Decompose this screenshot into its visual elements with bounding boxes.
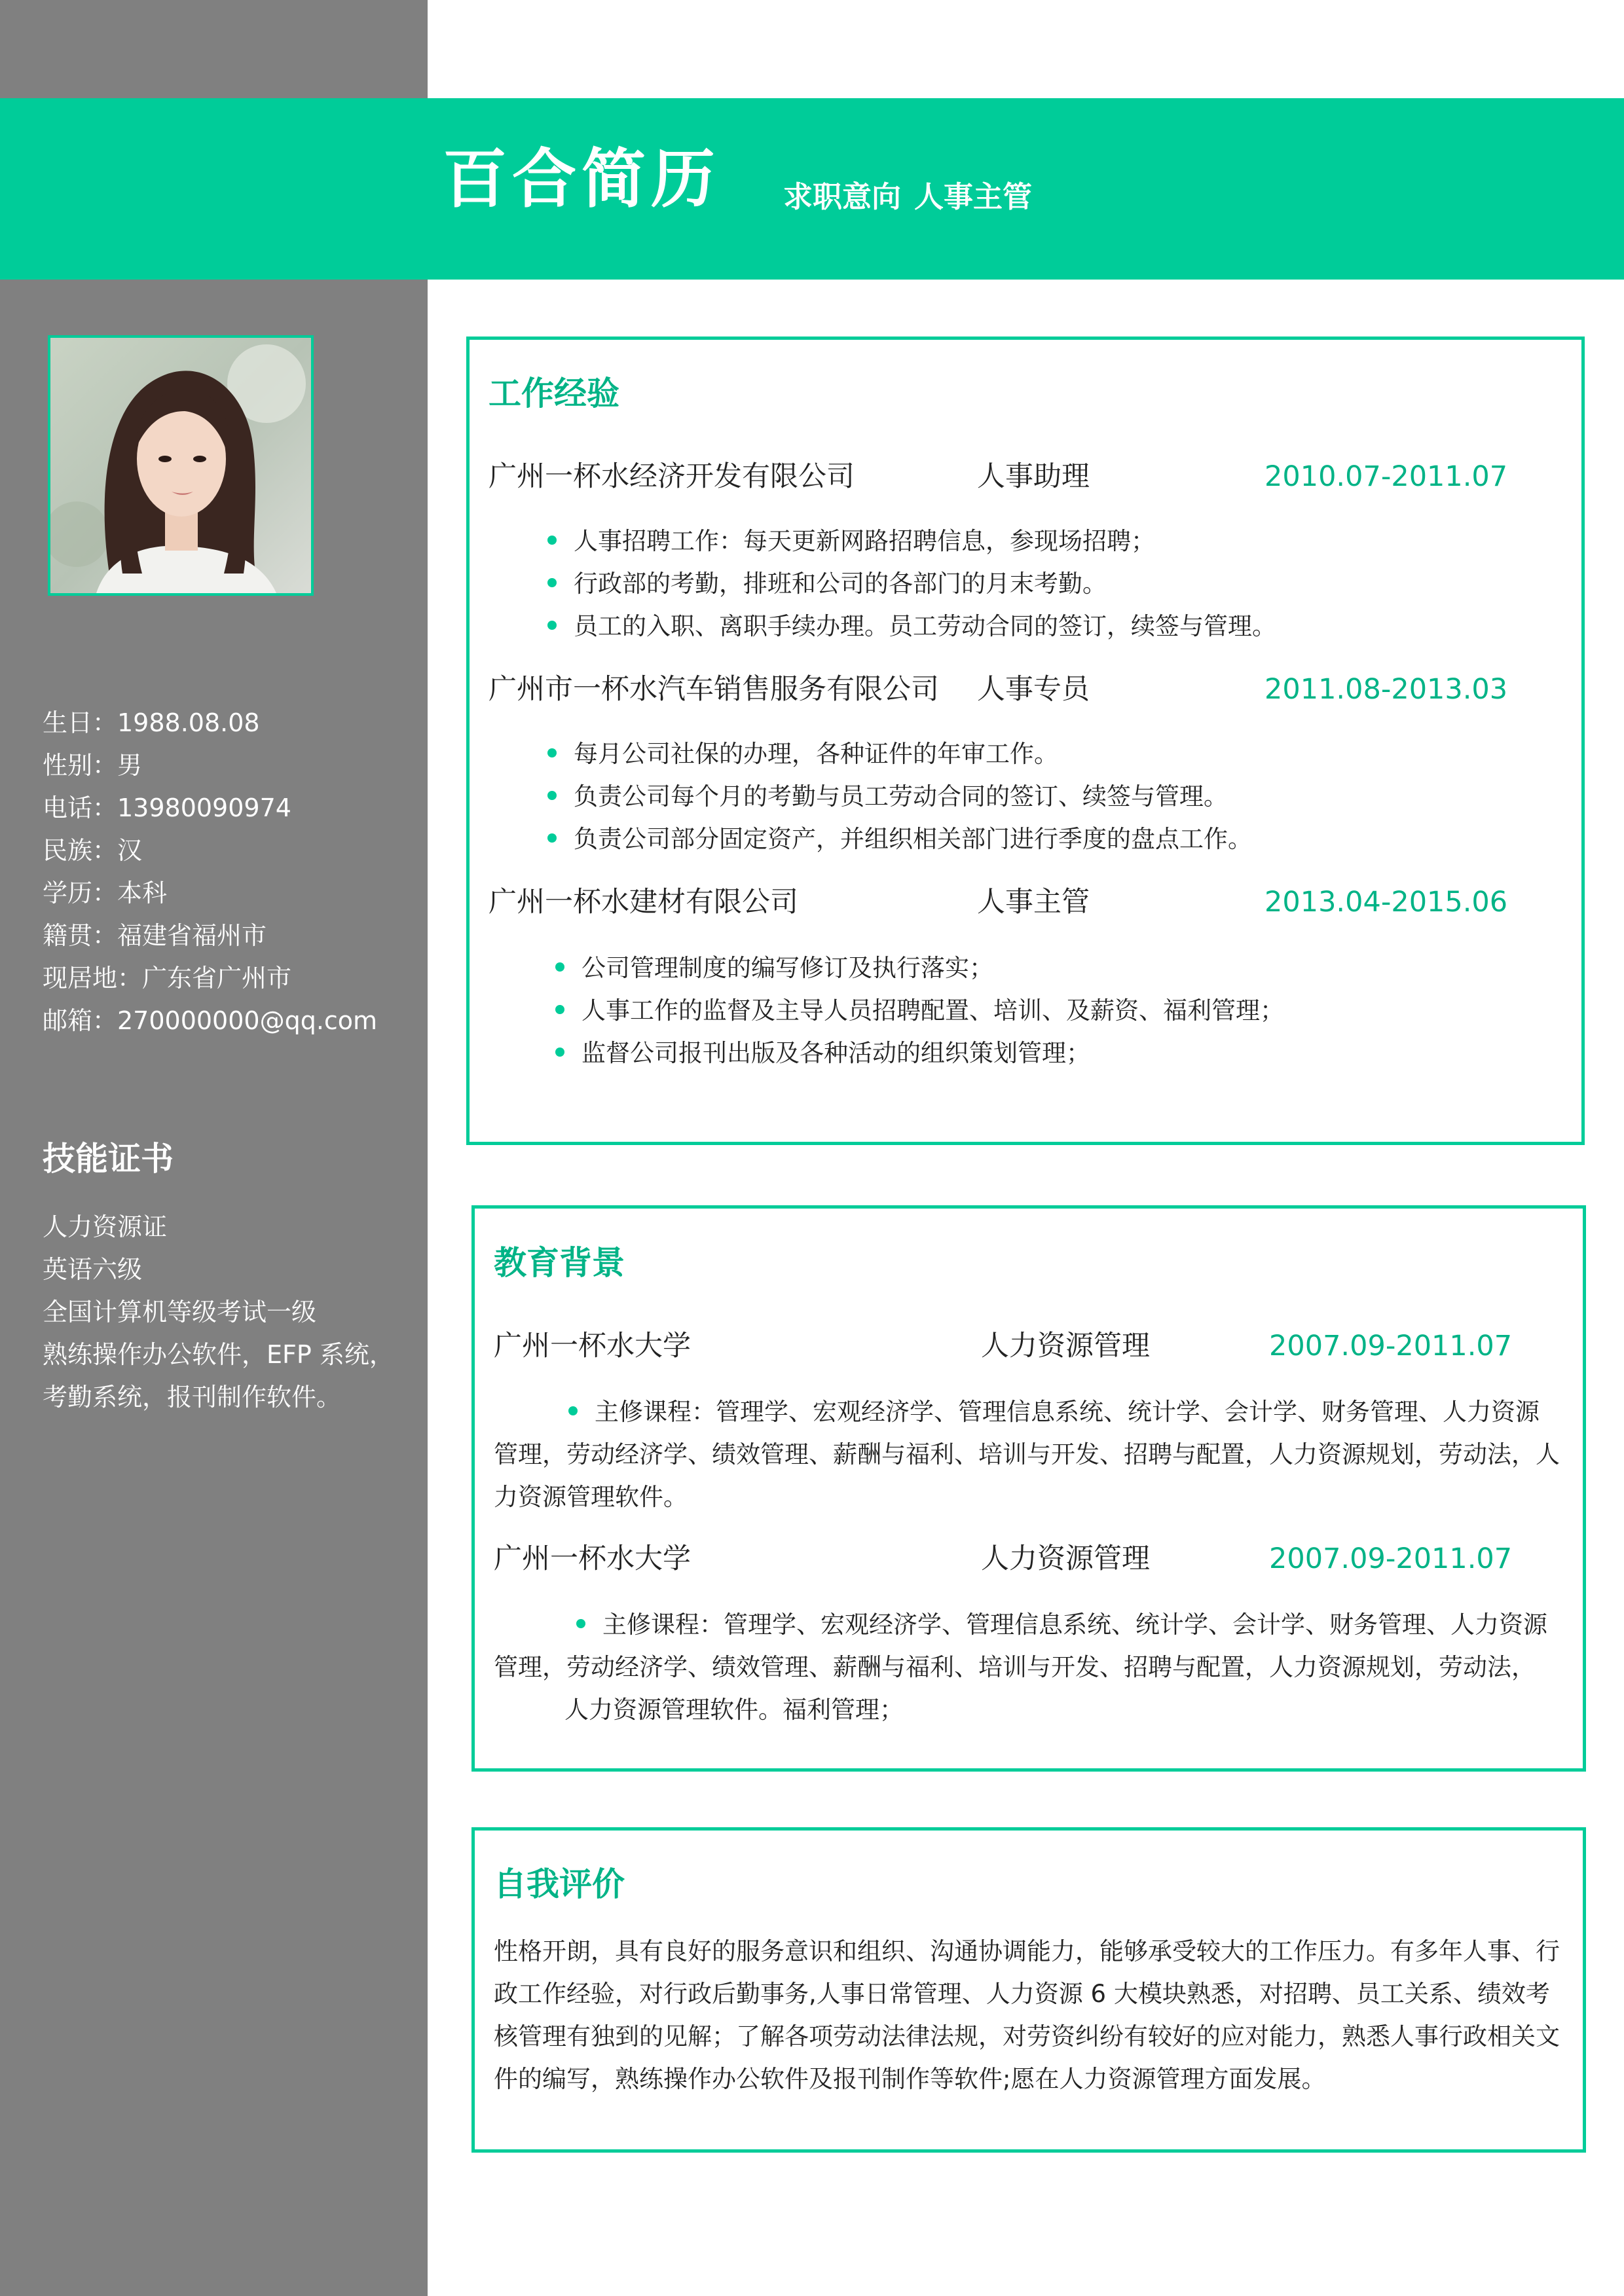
profile-photo: [48, 335, 314, 596]
job-duty: 人事招聘工作：每天更新网路招聘信息，参现场招聘；: [547, 529, 1155, 553]
job-duty: 监督公司报刊出版及各种活动的组织策划管理；: [555, 1041, 1090, 1065]
education-date: 2007.09-2011.07: [1269, 1542, 1513, 1575]
education-school: 广州一杯水大学: [494, 1542, 691, 1575]
bullet-dot-icon: [568, 1406, 578, 1415]
job-duty: 公司管理制度的编写修订及执行落实；: [555, 956, 993, 980]
job-duty: 人事工作的监督及主导人员招聘配置、培训、及薪资、福利管理；: [555, 998, 1284, 1023]
bullet-dot-icon: [547, 578, 557, 587]
bullet-dot-icon: [547, 621, 557, 630]
education-major: 人力资源管理: [981, 1542, 1150, 1575]
info-email: 邮箱：270000000@qq.com: [43, 1006, 378, 1035]
skills-heading: 技能证书: [43, 1140, 174, 1178]
job-duty: 每月公司社保的办理，各种证件的年审工作。: [547, 742, 1058, 766]
job-intent: [783, 179, 1033, 214]
portrait-image: [50, 338, 311, 593]
info-gender: 性别：男: [43, 751, 143, 780]
resume-title: 百合简历: [443, 142, 721, 217]
info-phone: 电话：13980090974: [43, 793, 291, 822]
education-heading: 教育背景: [494, 1244, 625, 1282]
bullet-dot-icon: [555, 962, 564, 972]
education-school: 广州一杯水大学: [494, 1330, 691, 1362]
education-courses: 主修课程：管理学、宏观经济学、管理信息系统、统计学、会计学、财务管理、人力资源 管理，劳动经济学、绩效管理、薪酬与福利、培训与开发、招聘与配置，人力资源规划，劳动法，人 力资源管理软件。: [494, 1398, 1560, 1511]
skill-item: 熟练操作办公软件，EFP 系统，: [43, 1340, 394, 1369]
skills-list: [43, 1206, 409, 1419]
self-evaluation-text: 性格开朗，具有良好的服务意识和组织、沟通协调能力，能够承受较大的工作压力。有多年人事、行 政工作经验，对行政后勤事务,人事日常管理、人力资源 6 大模块熟悉，对招聘、员工关系、绩效考 核管理有独到的见解；了解各项劳动法律法规，对劳资纠纷有较好的应对能力，熟悉人事行政相关文 件的编写，熟练操作办公软件及报刊制作等软件;愿在人力资源管理方面发展。: [494, 1937, 1560, 2093]
skill-item: 考勤系统，报刊制作软件。: [43, 1383, 342, 1412]
info-birthday: 生日：1988.08.08: [43, 708, 260, 737]
job-duty: 负责公司部分固定资产，并组织相关部门进行季度的盘点工作。: [547, 827, 1252, 851]
education-major: 人力资源管理: [981, 1330, 1150, 1362]
bullet-dot-icon: [555, 1048, 564, 1057]
bullet-dot-icon: [547, 833, 557, 843]
education-courses: 主修课程：管理学、宏观经济学、管理信息系统、统计学、会计学、财务管理、人力资源 管理，劳动经济学、绩效管理、薪酬与福利、培训与开发、招聘与配置，人力资源规划，劳动法， 人力资源管理软件。福利管理；: [494, 1611, 1547, 1724]
bullet-dot-icon: [547, 791, 557, 800]
self-evaluation-heading: 自我评价: [494, 1865, 625, 1903]
job-duty: 员工的入职、离职手续办理。员工劳动合同的签订，续签与管理。: [547, 614, 1276, 638]
bullet-dot-icon: [547, 748, 557, 757]
job-duty: 行政部的考勤，排班和公司的各部门的月末考勤。: [547, 572, 1107, 596]
job-date: 2013.04-2015.06: [1264, 886, 1508, 919]
info-ethnicity: 民族：汉: [43, 836, 143, 865]
job-date: 2011.08-2013.03: [1264, 673, 1508, 706]
skill-item: 英语六级: [43, 1255, 143, 1284]
job-intent-label: 求职意向: [783, 179, 902, 214]
info-residence: 现居地：广东省广州市: [43, 964, 292, 993]
job-company: 广州一杯水经济开发有限公司: [489, 460, 855, 493]
job-company: 广州一杯水建材有限公司: [489, 886, 798, 919]
job-intent-value: 人事主管: [914, 179, 1033, 214]
job-company: 广州市一杯水汽车销售服务有限公司: [489, 673, 939, 706]
education-date: 2007.09-2011.07: [1269, 1330, 1513, 1362]
job-date: 2010.07-2011.07: [1264, 460, 1508, 493]
bullet-dot-icon: [576, 1619, 585, 1628]
work-experience-heading: 工作经验: [489, 374, 619, 412]
job-role: 人事主管: [977, 886, 1090, 919]
info-hometown: 籍贯：福建省福州市: [43, 921, 267, 950]
bullet-dot-icon: [555, 1005, 564, 1014]
personal-info: [43, 702, 409, 1042]
job-role: 人事助理: [977, 460, 1090, 493]
bullet-dot-icon: [547, 536, 557, 545]
job-role: 人事专员: [977, 673, 1090, 706]
info-education: 学历：本科: [43, 879, 168, 907]
skill-item: 全国计算机等级考试一级: [43, 1298, 317, 1326]
job-duty: 负责公司每个月的考勤与员工劳动合同的签订、续签与管理。: [547, 784, 1228, 809]
skill-item: 人力资源证: [43, 1212, 168, 1241]
